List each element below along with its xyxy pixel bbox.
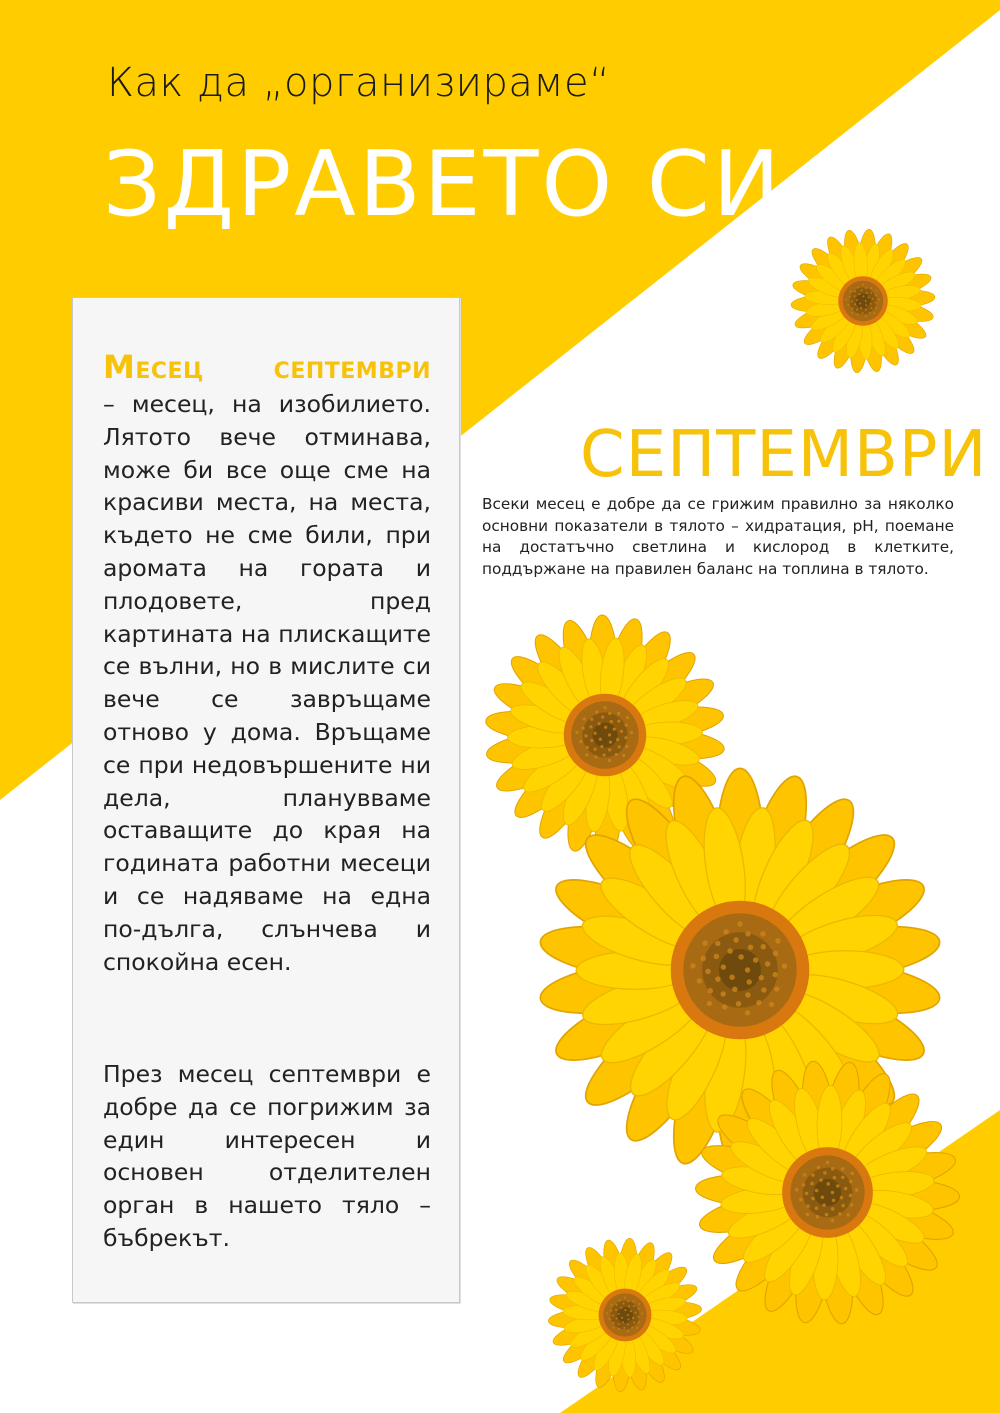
sunflower-bottom bbox=[545, 1235, 705, 1395]
page-title: ЗДРАВЕТО СИ bbox=[103, 132, 784, 237]
card-second-paragraph: През месец септември е добре да се погрижим за един интересен и основен отделителен орган в нашето тяло – бъбрекът. bbox=[103, 1060, 431, 1252]
month-description: Всеки месец е добре да се грижим правилно за няколко основни показатели в тялото – хидратация, pH, поемане на достатъчно светлина и кислород в клетките, поддържане на правилен баланс на топлина в тялото. bbox=[482, 495, 954, 578]
card-intro bbox=[103, 344, 431, 978]
month-title: СЕПТЕМВРИ bbox=[580, 418, 988, 492]
sunflower-lower-right bbox=[690, 1055, 965, 1330]
page-subtitle: Как да „организираме“ bbox=[107, 60, 611, 106]
text-card bbox=[72, 297, 460, 1303]
sunflower-small-top bbox=[788, 226, 938, 376]
card-intro-text: – месец, на изобилието. Лятото вече отминава, може би все още сме на красиви места, на места, където не сме били, при аромата на гората и плодовете, пред картината на плискащите се вълни, но в мислите си вече се завръщаме отново у дома. Връщаме се при недовършените ни дела, планувваме оставащите до края на годината работни месеци и се надяваме на една по-дълга, слънчева и спокойна есен. bbox=[103, 390, 431, 976]
card-heading: Месец септември bbox=[103, 348, 431, 386]
